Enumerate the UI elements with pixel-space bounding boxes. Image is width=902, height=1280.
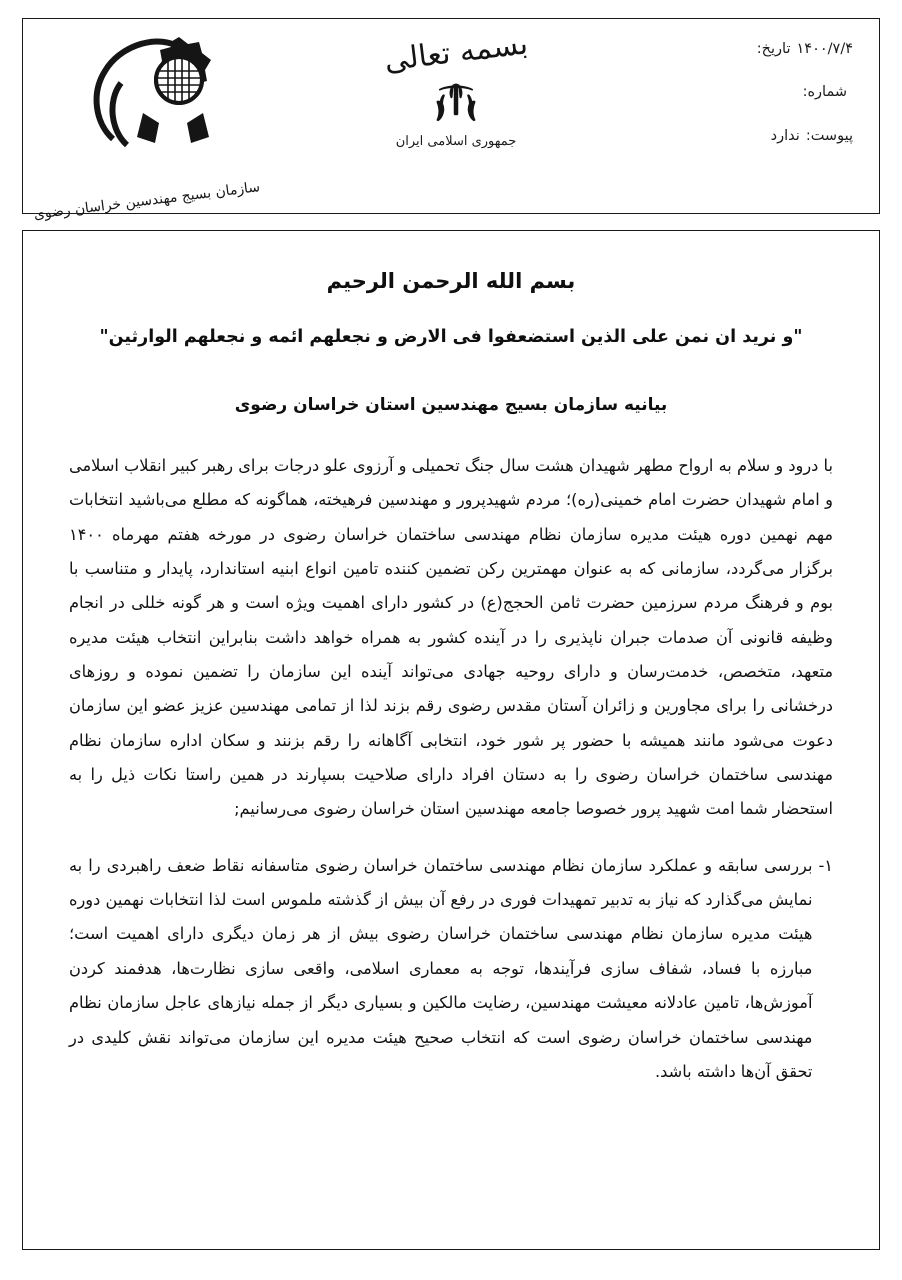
besmeh-taali-text: بسمه تعالی [382, 26, 530, 79]
number-row [639, 84, 853, 101]
date-label: تاریخ: [756, 41, 791, 57]
list-item [69, 849, 833, 1089]
date-row [639, 41, 853, 58]
letterhead-logo-block [23, 19, 273, 223]
list-item-text: بررسی سابقه و عملکرد سازمان نظام مهندسی ساختمان خراسان رضوی متاسفانه نقاط ضعف راهبردی را به نمایش می‌گذارد که نیاز به تدبیر تمهیدات فوری در رفع آن بیش از گذشته ملموس است لذا انتخابات نهمین دوره هیئت مدیره سازمان نظام مهندسی ساختمان خراسان رضوی بیش از هر زمان دیگری دارای اهمیت است؛ مبارزه با فساد، شفاف سازی فرآیندها، توجه به معماری اسلامی، واقعی سازی نظارت‌ها، هدفمند کردن آموزش‌ها، تامین عادلانه معیشت مهندسین، رضایت مالکین و بسیاری دیگر از جمله نیازهای عاجل سازمان نظام مهندسی ساختمان خراسان رضوی است که انتخاب صحیح هیئت مدیره این سازمان می‌تواند نقش کلیدی در تحقق آن‌ها داشته باشد. [69, 855, 813, 1081]
attachment-row [639, 128, 853, 145]
iran-emblem-icon [427, 78, 485, 130]
quran-verse: "و نرید ان نمن علی الذین استضعفوا فی الارض و نجعلهم ائمه و نجعلهم الوارثین" [99, 327, 803, 347]
document-body [22, 230, 880, 1250]
emblem-block [396, 78, 517, 149]
number-label: شماره: [802, 84, 847, 101]
attachment-label: پیوست: [805, 127, 853, 144]
date-value: ۱۴۰۰/۷/۴ [796, 41, 853, 57]
republic-label: جمهوری اسلامی ایران [395, 134, 517, 149]
basmala-heading: بسم الله الرحمن الرحیم [326, 269, 576, 293]
letterhead-center [273, 19, 639, 213]
basij-engineers-logo-icon [83, 27, 213, 157]
body-paragraph: با درود و سلام به ارواح مطهر شهیدان هشت سال جنگ تحمیلی و آرزوی علو درجات برای رهبر کبیر انقلاب اسلامی و امام شهیدان حضرت امام خمینی(ره)؛ مردم شهیدپرور و مهندسین فرهیخته، هماگونه که مطلع می‌باشید انتخابات مهم نهمین دوره هیئت مدیره سازمان نظام مهندسی ساختمان خراسان رضوی در مورخه هفتم مهرماه ۱۴۰۰ برگزار می‌گردد، سازمانی که به عنوان مهمترین رکن تضمین کننده تامین انواع ابنیه استاندارد، پایدار و متناسب با بوم و فرهنگ مردم سرزمین حضرت ثامن الحجج(ع) در کشور دارای اهمیت ویژه است و هر گونه خللی در انجام وظیفه قانونی آن صدمات جبران ناپذیری را در آینده کشور به همراه خواهد داشت بنابراین انتخاب هیئت مدیره متعهد، متخصص، خدمت‌رسان و دارای روحیه جهادی می‌تواند آینده این سازمان را تضمین نموده و روزهای درخشانی را برای مجاورین و زائران آستان مقدس رضوی رقم بزند لذا از تمامی مهندسین عزیز عضو این سازمان دعوت می‌شود مانند همیشه با حضور پر شور خود، انتخابی آگاهانه را رقم بزنند و سکان اداره سازمان نظام مهندسی ساختمان خراسان رضوی را به دستان افراد دارای صلاحیت بسپارند در همین راستا نکات ذیل را به استحضار شما امت شهید پرور خصوصا جامعه مهندسین استان خراسان رضوی می‌رسانیم; [69, 456, 833, 819]
letterhead-meta [639, 19, 879, 213]
attachment-value: ندارد [770, 127, 800, 144]
page-title: بیانیه سازمان بسیج مهندسین استان خراسان رضوی [234, 395, 668, 415]
organization-name: سازمان بسیج مهندسین خراسان رضوی [32, 179, 261, 223]
list-item-number: ۱- [818, 855, 833, 875]
letterhead [22, 18, 880, 223]
